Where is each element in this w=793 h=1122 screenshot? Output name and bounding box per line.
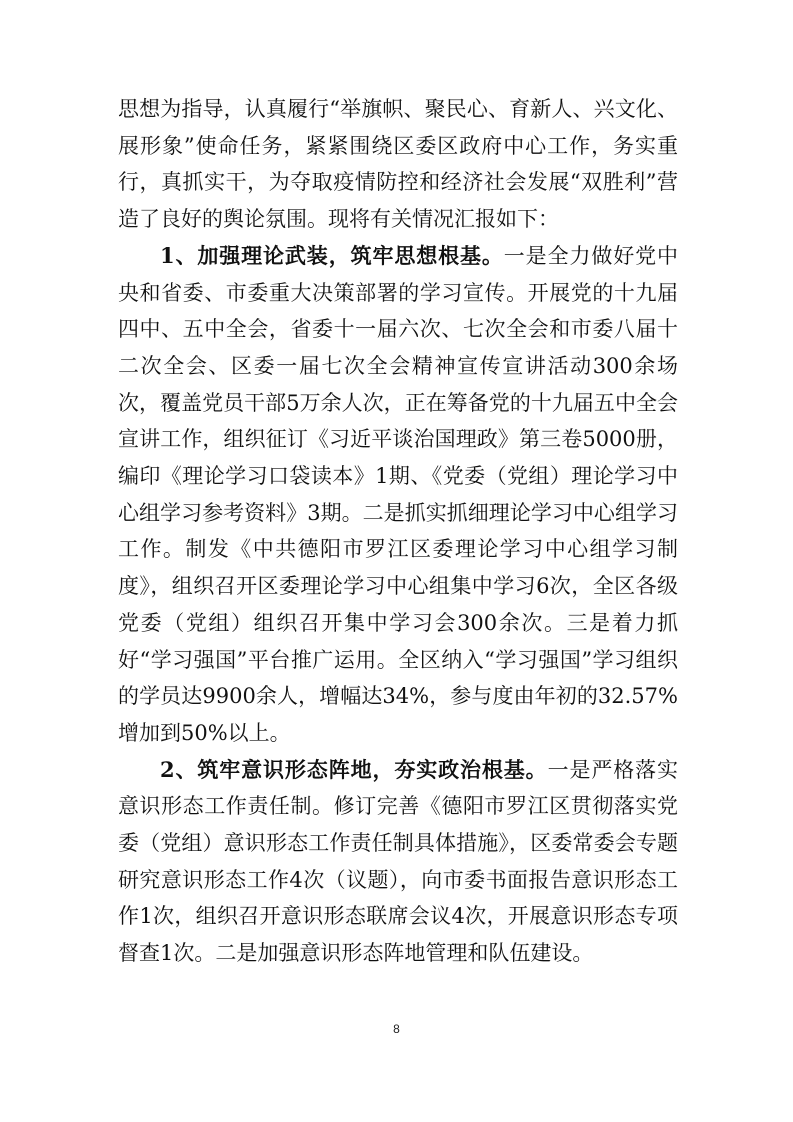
page-number: 8 — [393, 1022, 400, 1036]
section-heading-2: 2、筑牢意识形态阵地，夯实政治根基。 — [160, 756, 548, 782]
paragraph-text: 一是全力做好党中央和省委、市委重大决策部署的学习宣传。开展党的十九届四中、五中全会，省委十一届六次、七次全会和市委八届十二次全会、区委一届七次全会精神宣传宣讲活动300余场次，覆盖党员干部5万余人次，正在筹备党的十九届五中全会宣讲工作，组织征订《习近平谈治国理政》第三卷5000册，编印《理论学习口袋读本》1期、《党委（党组）理论学习中心组学习参考资料》3期。二是抓实抓细理论学习中心组学习工作。制发《中共德阳市罗江区委理论学习中心组学习制度》，组织召开区委理论学习中心组集中学习6次，全区各级党委（党组）组织召开集中学习会300余次。三是着力抓好“学习强国”平台推广运用。全区纳入“学习强国”学习组织的学员达9900余人，增幅达34%，参与度由年初的32.57%增加到50%以上。 — [118, 243, 678, 745]
paragraph-section-1 — [118, 238, 678, 752]
paragraph-text: 一是严格落实意识形态工作责任制。修订完善《德阳市罗江区贯彻落实党委（党组）意识形态工作责任制具体措施》，区委常委会专题研究意识形态工作4次（议题），向市委书面报告意识形态工作1次，组织召开意识形态联席会议4次，开展意识形态专项督查1次。二是加强意识形态阵地管理和队伍建设。 — [118, 757, 678, 966]
paragraph-section-2 — [118, 752, 678, 972]
document-body — [118, 91, 678, 972]
paragraph-intro-continuation — [118, 91, 678, 238]
paragraph-text: 思想为指导，认真履行“举旗帜、聚民心、育新人、兴文化、展形象”使命任务，紧紧围绕区委区政府中心工作，务实重行，真抓实干，为夺取疫情防控和经济社会发展“双胜利”营造了良好的舆论氛围。现将有关情况汇报如下： — [118, 97, 678, 232]
section-heading-1: 1、加强理论武装，筑牢思想根基。 — [160, 242, 504, 268]
